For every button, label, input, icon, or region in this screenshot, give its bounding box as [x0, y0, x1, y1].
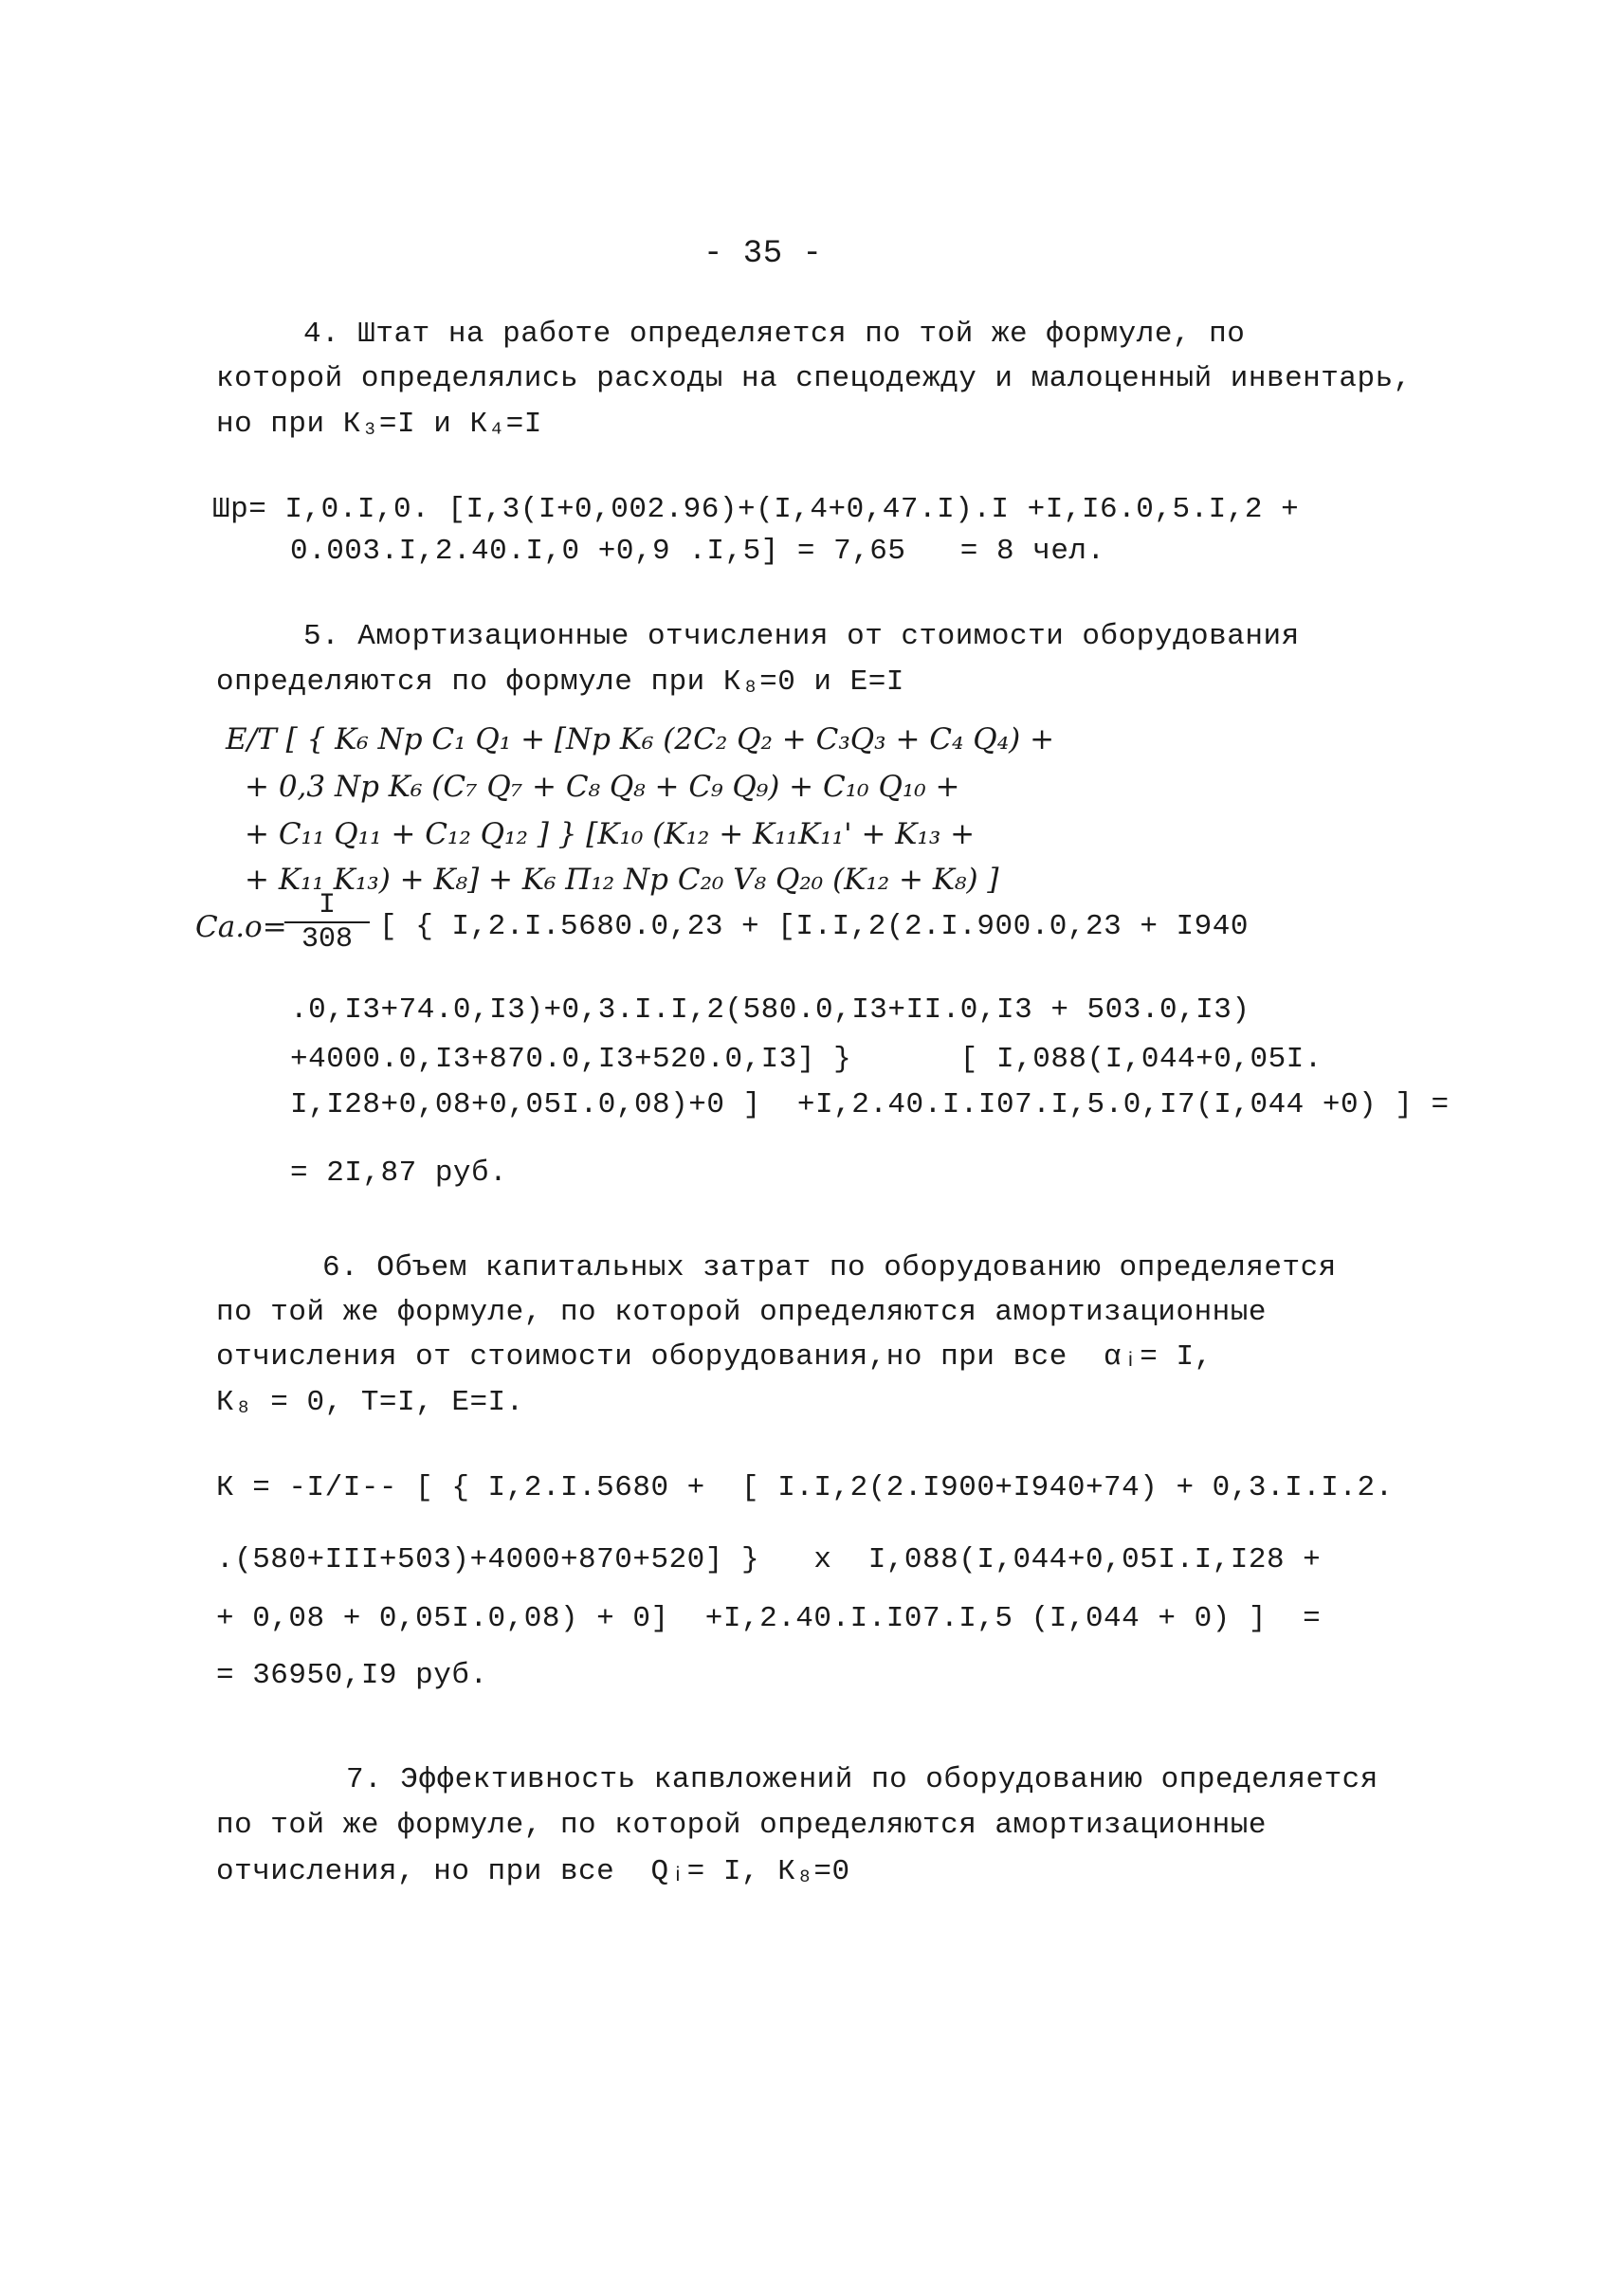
section-5-line-2: определяются по формуле при К₈=0 и Е=I	[216, 665, 904, 699]
staff-formula-line-2: 0.003.I,2.40.I,0 +0,9 .I,5] = 7,65 = 8 чел.	[290, 535, 1105, 568]
fraction-numerator: I	[318, 889, 336, 921]
staff-formula-line-1: Шр= I,0.I,0. [I,3(I+0,002.96)+(I,4+0,47.I).I +I,I6.0,5.I,2 +	[212, 493, 1300, 526]
page-number: - 35 -	[703, 236, 823, 272]
fraction-denominator: 308	[284, 921, 370, 956]
section-7-line-3: отчисления, но при все Qᵢ= I, К₈=0	[216, 1855, 850, 1888]
section-6-line-3: отчисления от стоимости оборудования,но при все αᵢ= I,	[216, 1340, 1213, 1374]
section-5-line-1: 5. Амортизационные отчисления от стоимости оборудования	[303, 620, 1300, 653]
depreciation-calc-line-2: .0,I3+74.0,I3)+0,3.I.I,2(580.0,I3+II.0,I3 + 503.0,I3)	[290, 993, 1250, 1027]
section-6-line-1: 6. Объем капитальных затрат по оборудованию определяется	[322, 1251, 1337, 1284]
depreciation-calc-line-4: I,I28+0,08+0,05I.0,08)+0 ] +I,2.40.I.I07.I,5.0,I7(I,044 +0) ] =	[290, 1088, 1450, 1121]
depreciation-fraction	[284, 889, 370, 956]
section-4-line-3: но при К₃=I и К₄=I	[216, 408, 542, 441]
capital-formula-line-1: К = -I/I-- [ { I,2.I.5680 + [ I.I,2(2.I900+I940+74) + 0,3.I.I.2.	[216, 1471, 1394, 1504]
capital-result: = 36950,I9 руб.	[216, 1659, 488, 1692]
section-6-line-4: К₈ = 0, Т=I, Е=I.	[216, 1386, 524, 1419]
depreciation-calc-line-3: +4000.0,I3+870.0,I3+520.0,I3] } [ I,088(I,044+0,05I.	[290, 1043, 1323, 1076]
capital-formula-line-3: + 0,08 + 0,05I.0,08) + 0] +I,2.40.I.I07.I,5 (I,044 + 0) ] =	[216, 1602, 1322, 1635]
depreciation-result: = 2I,87 руб.	[290, 1157, 508, 1190]
section-4-line-1: 4. Штат на работе определяется по той же формуле, по	[303, 318, 1246, 351]
handwritten-formula-line-2: + 0,3 Nр K₆ (C₇ Q₇ + C₈ Q₈ + C₉ Q₉) + C₁₀ Q₁₀ +	[245, 770, 960, 804]
handwritten-formula-line-4: + K₁₁ K₁₃) + K₈] + K₆ П₁₂ Nр C₂₀ V₈ Q₂₀ (K₁₂ + K₈) ]	[245, 863, 999, 897]
depreciation-calc-line-1: [ { I,2.I.5680.0,23 + [I.I,2(2.I.900.0,23 + I940	[379, 910, 1249, 943]
handwritten-formula-line-1: E/T [ { K₆ Nр C₁ Q₁ + [Nр K₆ (2C₂ Q₂ + C₃Q₃ + C₄ Q₄) +	[226, 722, 1055, 756]
section-4-line-2: которой определялись расходы на спецодежду и малоценный инвентарь,	[216, 362, 1412, 395]
section-7-line-2: по той же формуле, по которой определяются амортизационные	[216, 1809, 1267, 1842]
depreciation-lhs: Cа.о=	[195, 910, 287, 944]
handwritten-formula-line-3: + C₁₁ Q₁₁ + C₁₂ Q₁₂ ] } [K₁₀ (K₁₂ + K₁₁K₁₁' + K₁₃ +	[245, 817, 976, 851]
section-6-line-2: по той же формуле, по которой определяются амортизационные	[216, 1296, 1267, 1329]
section-7-line-1: 7. Эффективность капвложений по оборудованию определяется	[346, 1763, 1378, 1796]
capital-formula-line-2: .(580+III+503)+4000+870+520] } x I,088(I,044+0,05I.I,I28 +	[216, 1543, 1322, 1576]
